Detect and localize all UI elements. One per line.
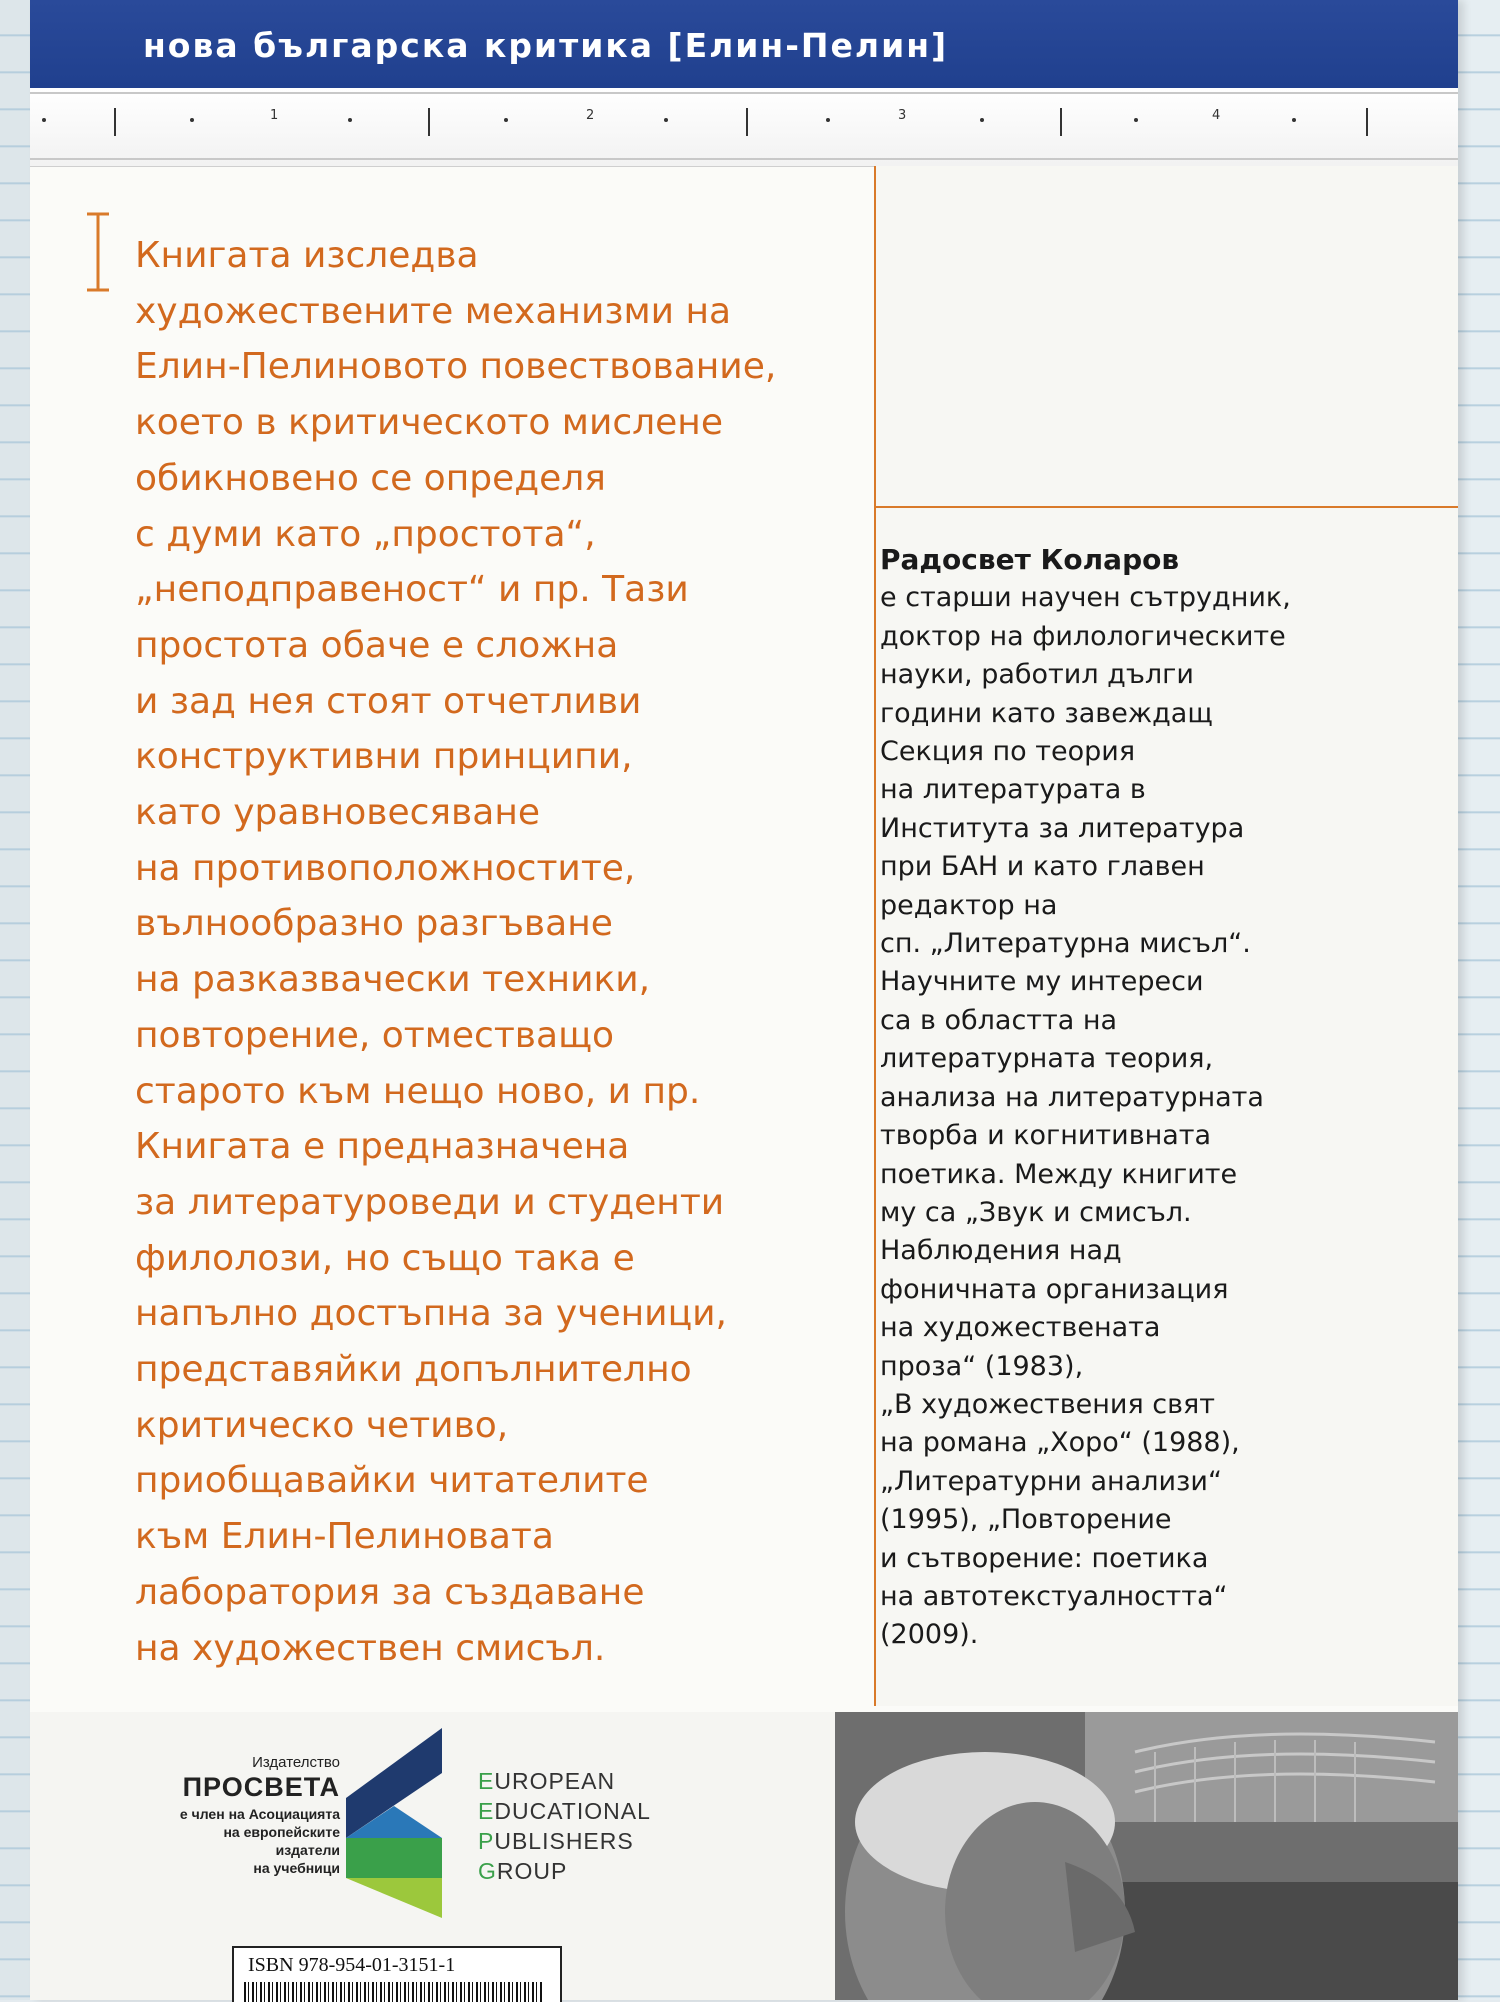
author-bio-line: са в областта на xyxy=(880,1004,1118,1036)
description-line: вълнообразно разгъване xyxy=(135,903,613,945)
ruler-tick xyxy=(1060,108,1062,136)
ruler-tick xyxy=(428,108,430,136)
author-bio-line: фоничната организация xyxy=(880,1273,1229,1305)
author-bio-line: доктор на филологическите xyxy=(880,620,1286,652)
ruler-stripe xyxy=(30,158,1458,160)
author-bio-line: (1995), „Повторение xyxy=(880,1504,1172,1536)
ruler-stripe xyxy=(30,92,1458,94)
description-line: критическо четиво, xyxy=(135,1404,509,1446)
column-divider xyxy=(874,166,876,1706)
description-line: „неподправеност“ и пр. Тази xyxy=(135,569,689,611)
publishers-group-name xyxy=(478,1766,651,1886)
description-line: и зад нея стоят отчетливи xyxy=(135,680,642,722)
publisher-member-line: е член на Асоциацията xyxy=(179,1806,340,1822)
ruler-number-1: 1 xyxy=(270,108,279,123)
group-word: UROPEAN xyxy=(494,1768,616,1794)
description-line: представяйки допълнително xyxy=(135,1349,692,1391)
ruler-number-2: 2 xyxy=(586,108,595,123)
author-bio-line: при БАН и като главен xyxy=(880,851,1205,883)
ruler-tick xyxy=(114,108,116,136)
description-line: лаборатория за създаване xyxy=(135,1571,645,1613)
description-line: на разказвачески техники, xyxy=(135,959,651,1001)
book-description xyxy=(135,228,865,1676)
author-bio-line: на литературата в xyxy=(880,774,1146,806)
ruler-dot xyxy=(664,118,668,122)
author-bio-line: поетика. Между книгите xyxy=(880,1158,1238,1190)
publisher-name: ПРОСВЕТА xyxy=(182,1772,340,1802)
author-bio-line: творба и когнитивната xyxy=(880,1120,1212,1152)
author-bio-line: на романа „Хоро“ (1988), xyxy=(880,1427,1240,1459)
ruler-number-4: 4 xyxy=(1212,108,1221,123)
ruler-dot xyxy=(504,118,508,122)
description-line: Елин-Пелиновото повествование, xyxy=(135,346,777,388)
description-line: към Елин-Пелиновата xyxy=(135,1516,554,1558)
description-line: повторение, отместващо xyxy=(135,1014,615,1056)
author-bio-line: Научните му интереси xyxy=(880,966,1204,998)
publisher-member-line: на европейските xyxy=(223,1824,340,1840)
ruler-dot xyxy=(1134,118,1138,122)
description-line: Книгата изследва xyxy=(135,235,479,276)
author-bio-line: Института за литература xyxy=(880,812,1245,844)
description-line: старото към нещо ново, и пр. xyxy=(135,1070,701,1112)
group-line xyxy=(478,1796,651,1826)
ruler-dot xyxy=(826,118,830,122)
description-line: на художествен смисъл. xyxy=(135,1627,606,1669)
author-photo xyxy=(835,1712,1458,2000)
author-bio-line: проза“ (1983), xyxy=(880,1350,1084,1382)
group-line xyxy=(478,1856,651,1886)
author-bio-line: на художествената xyxy=(880,1312,1161,1344)
ruler-tick xyxy=(746,108,748,136)
text-cursor-icon xyxy=(85,212,111,292)
author-name: Радосвет Коларов xyxy=(880,543,1180,576)
author-bio-line: му са „Звук и смисъл. xyxy=(880,1196,1192,1228)
description-line: на противоположностите, xyxy=(135,847,636,889)
author-bio-line: и сътворение: поетика xyxy=(880,1542,1209,1574)
ruler-tick xyxy=(1366,108,1368,136)
description-line: което в критическото мислене xyxy=(135,402,723,444)
group-letter: E xyxy=(478,1768,495,1794)
ruler-dot xyxy=(42,118,46,122)
ruler-dot xyxy=(980,118,984,122)
author-bio-line: Секция по теория xyxy=(880,736,1136,768)
ruler xyxy=(30,88,1458,167)
author-bio-line: „Литературни анализи“ xyxy=(880,1465,1222,1497)
author-bio-line: редактор на xyxy=(880,889,1058,921)
author-bio-line: литературната теория, xyxy=(880,1043,1214,1075)
author-bio-line: (2009). xyxy=(880,1619,979,1651)
author-panel-divider xyxy=(874,506,1458,508)
description-line: с думи като „простота“, xyxy=(135,513,596,555)
author-bio-line: науки, работил дълги xyxy=(880,659,1194,691)
description-line: филолози, но също така е xyxy=(135,1237,635,1279)
author-bio-line: години като завеждащ xyxy=(880,697,1213,729)
author-bio-line: Наблюдения над xyxy=(880,1235,1122,1267)
author-bio-line: сп. „Литературна мисъл“. xyxy=(880,928,1251,960)
author-bio-line: „В художествения свят xyxy=(880,1388,1216,1420)
ruler-number-3: 3 xyxy=(898,108,907,123)
author-bio-line: анализа на литературната xyxy=(880,1081,1264,1113)
description-line: обикновено се определя xyxy=(135,457,606,499)
description-line: художествените механизми на xyxy=(135,290,732,332)
group-letter: E xyxy=(478,1798,495,1824)
description-line: Книгата е предназначена xyxy=(135,1126,630,1168)
author-bio xyxy=(880,541,1340,1655)
description-line: конструктивни принципи, xyxy=(135,736,633,778)
publisher-member-line: издатели xyxy=(275,1842,340,1858)
group-letter: P xyxy=(478,1828,495,1854)
barcode-icon xyxy=(244,1982,544,2002)
notebook-background-left xyxy=(0,0,32,2000)
publisher-label: Издателство xyxy=(252,1754,340,1771)
publishers-group-logo-icon xyxy=(346,1728,442,1918)
group-word: ROUP xyxy=(496,1858,568,1884)
author-bio-line: е старши научен сътрудник, xyxy=(880,582,1291,614)
header-band xyxy=(30,0,1458,88)
ruler-dot xyxy=(1292,118,1296,122)
ruler-dot xyxy=(190,118,194,122)
publisher-member-line: на учебници xyxy=(253,1860,340,1876)
group-word: UBLISHERS xyxy=(494,1828,634,1854)
group-line xyxy=(478,1826,651,1856)
publisher-text xyxy=(120,1754,340,1914)
description-line: простота обаче е сложна xyxy=(135,624,619,666)
ruler-dot xyxy=(348,118,352,122)
description-line: напълно достъпна за ученици, xyxy=(135,1293,727,1335)
isbn-number: ISBN 978-954-01-3151-1 xyxy=(248,1954,456,1976)
author-portrait-icon xyxy=(835,1712,1458,2000)
description-line: за литературоведи и студенти xyxy=(135,1181,725,1223)
author-bio-line: на автотекстуалността“ xyxy=(880,1580,1228,1612)
group-letter: G xyxy=(478,1858,497,1884)
isbn-barcode xyxy=(232,1946,562,2002)
group-word: DUCATIONAL xyxy=(494,1798,651,1824)
group-line xyxy=(478,1766,651,1796)
description-line: като уравновесяване xyxy=(135,792,541,834)
description-line: приобщавайки читателите xyxy=(135,1460,649,1502)
series-title: нова българска критика [Елин-Пелин] xyxy=(143,26,949,65)
